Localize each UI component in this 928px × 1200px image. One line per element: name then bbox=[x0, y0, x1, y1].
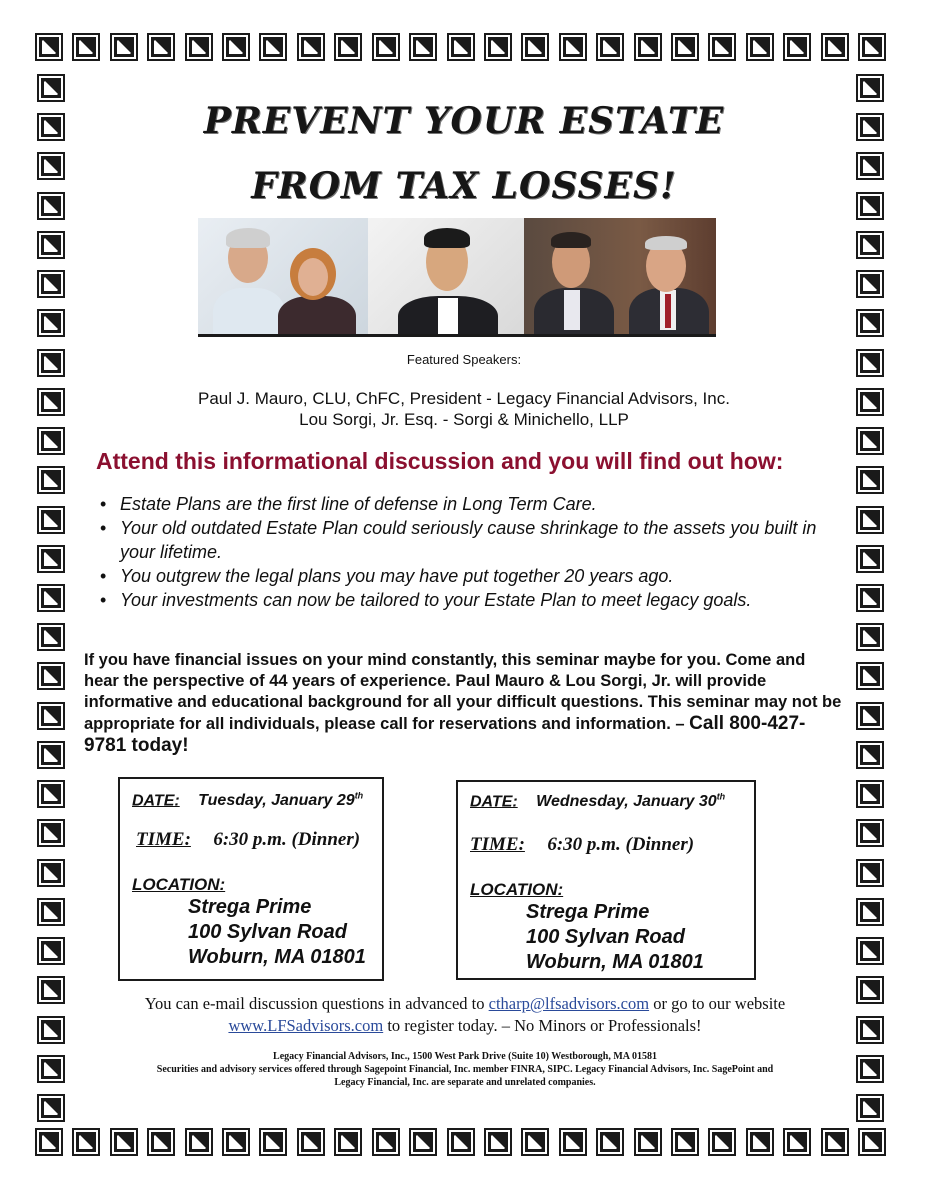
border-tile-icon bbox=[856, 466, 884, 494]
benefits-list bbox=[100, 492, 820, 612]
border-tile-icon bbox=[37, 741, 65, 769]
disclaimer-line: Legacy Financial Advisors, Inc., 1500 West Park Drive (Suite 10) Westborough, MA 01581 bbox=[273, 1051, 657, 1062]
website-link[interactable]: www.LFSadvisors.com bbox=[228, 1016, 384, 1035]
border-tile-icon bbox=[110, 1128, 138, 1156]
border-tile-icon bbox=[856, 231, 884, 259]
border-tile-icon bbox=[856, 584, 884, 612]
border-tile-icon bbox=[37, 270, 65, 298]
border-tile-icon bbox=[185, 1128, 213, 1156]
border-tile-icon bbox=[35, 1128, 63, 1156]
event-box-1 bbox=[118, 777, 384, 981]
border-tile-icon bbox=[856, 506, 884, 534]
border-tile-icon bbox=[37, 545, 65, 573]
time-label: TIME: bbox=[136, 829, 191, 850]
border-tile-icon bbox=[37, 819, 65, 847]
flyer-title-line-2: FROM TAX LOSSES! bbox=[251, 165, 677, 207]
border-tile-icon bbox=[484, 33, 512, 61]
venue-city: Woburn, MA 01801 bbox=[526, 951, 704, 973]
border-tile-icon bbox=[259, 1128, 287, 1156]
border-tile-icon bbox=[110, 33, 138, 61]
border-tile-icon bbox=[147, 1128, 175, 1156]
border-tile-icon bbox=[37, 506, 65, 534]
event-date: Tuesday, January 29th bbox=[198, 791, 364, 810]
border-tile-icon bbox=[856, 623, 884, 651]
border-tile-icon bbox=[37, 1094, 65, 1122]
border-tile-icon bbox=[856, 937, 884, 965]
list-item: • Your old outdated Estate Plan could seriously cause shrinkage to the assets you built in your lifetime. bbox=[100, 516, 820, 564]
border-tile-icon bbox=[821, 1128, 849, 1156]
list-item: • Your investments can now be tailored to your Estate Plan to meet legacy goals. bbox=[100, 588, 820, 612]
border-tile-icon bbox=[856, 819, 884, 847]
border-tile-icon bbox=[72, 33, 100, 61]
border-tile-icon bbox=[783, 1128, 811, 1156]
border-tile-icon bbox=[858, 1128, 886, 1156]
border-tile-icon bbox=[596, 33, 624, 61]
border-tile-icon bbox=[37, 427, 65, 455]
description-text: If you have financial issues on your mind constantly, this seminar maybe for you. Come and hear the perspective of 44 years of experience. Paul Mauro & Lou Sorgi, Jr. will provide informative and educational background for all your difficult questions. This seminar may not be appropriate for all individuals, please call for reservations and information. – bbox=[84, 651, 842, 733]
border-tile-icon bbox=[783, 33, 811, 61]
border-tile-icon bbox=[856, 427, 884, 455]
border-tile-icon bbox=[37, 231, 65, 259]
border-tile-icon bbox=[521, 33, 549, 61]
border-tile-icon bbox=[856, 741, 884, 769]
border-tile-icon bbox=[521, 1128, 549, 1156]
speaker-1: Paul J. Mauro, CLU, ChFC, President - Legacy Financial Advisors, Inc. bbox=[198, 389, 730, 408]
border-tile-icon bbox=[409, 33, 437, 61]
border-tile-icon bbox=[259, 33, 287, 61]
speakers-photo-2 bbox=[368, 218, 524, 334]
venue-street: 100 Sylvan Road bbox=[188, 921, 347, 943]
list-item: • You outgrew the legal plans you may have put together 20 years ago. bbox=[100, 564, 820, 588]
border-tile-icon bbox=[222, 1128, 250, 1156]
email-link[interactable]: ctharp@lfsadvisors.com bbox=[488, 994, 650, 1013]
venue-name: Strega Prime bbox=[188, 896, 312, 918]
seminar-description bbox=[84, 650, 844, 757]
border-tile-icon bbox=[856, 270, 884, 298]
border-tile-icon bbox=[72, 1128, 100, 1156]
border-tile-icon bbox=[856, 780, 884, 808]
border-tile-icon bbox=[37, 780, 65, 808]
border-tile-icon bbox=[37, 898, 65, 926]
border-tile-icon bbox=[856, 662, 884, 690]
border-tile-icon bbox=[35, 33, 63, 61]
border-tile-icon bbox=[596, 1128, 624, 1156]
border-tile-icon bbox=[37, 309, 65, 337]
border-tile-icon bbox=[671, 33, 699, 61]
speakers-photo-strip bbox=[198, 218, 716, 337]
list-item: • Estate Plans are the first line of defense in Long Term Care. bbox=[100, 492, 820, 516]
border-tile-icon bbox=[409, 1128, 437, 1156]
border-tile-icon bbox=[334, 33, 362, 61]
border-tile-icon bbox=[858, 33, 886, 61]
venue-street: 100 Sylvan Road bbox=[526, 926, 685, 948]
border-tile-icon bbox=[334, 1128, 362, 1156]
border-tile-icon bbox=[372, 1128, 400, 1156]
event-date: Wednesday, January 30th bbox=[536, 792, 726, 811]
call-to-action: Call 800-427-9781 today! bbox=[84, 713, 806, 756]
flyer-title-line-1: PREVENT YOUR ESTATE bbox=[203, 100, 725, 142]
event-time: 6:30 p.m. (Dinner) bbox=[213, 829, 361, 850]
contact-info bbox=[60, 993, 870, 1037]
border-tile-icon bbox=[856, 859, 884, 887]
date-label: DATE: bbox=[470, 793, 518, 811]
border-tile-icon bbox=[746, 33, 774, 61]
location-label: LOCATION: bbox=[470, 880, 564, 899]
border-tile-icon bbox=[856, 898, 884, 926]
border-tile-icon bbox=[746, 1128, 774, 1156]
border-tile-icon bbox=[447, 1128, 475, 1156]
border-tile-icon bbox=[37, 937, 65, 965]
date-label: DATE: bbox=[132, 792, 180, 810]
border-tile-icon bbox=[37, 74, 65, 102]
border-tile-icon bbox=[821, 33, 849, 61]
border-tile-icon bbox=[559, 1128, 587, 1156]
discussion-headline: Attend this informational discussion and you will find out how: bbox=[96, 448, 784, 474]
speakers-photo-1 bbox=[198, 218, 368, 334]
border-tile-icon bbox=[37, 859, 65, 887]
border-tile-icon bbox=[634, 1128, 662, 1156]
border-tile-icon bbox=[671, 1128, 699, 1156]
border-tile-icon bbox=[447, 33, 475, 61]
border-tile-icon bbox=[708, 33, 736, 61]
border-tile-icon bbox=[634, 33, 662, 61]
time-label: TIME: bbox=[470, 834, 525, 855]
border-tile-icon bbox=[856, 1094, 884, 1122]
border-tile-icon bbox=[147, 33, 175, 61]
featured-speakers-label: Featured Speakers: bbox=[406, 352, 522, 367]
disclaimer-line: Legacy Financial, Inc. are separate and unrelated companies. bbox=[334, 1077, 596, 1088]
event-time: 6:30 p.m. (Dinner) bbox=[547, 834, 695, 855]
border-tile-icon bbox=[185, 33, 213, 61]
venue-city: Woburn, MA 01801 bbox=[188, 946, 366, 968]
border-tile-icon bbox=[37, 584, 65, 612]
contact-text: You can e-mail discussion questions in advanced to bbox=[144, 994, 489, 1013]
border-tile-icon bbox=[297, 1128, 325, 1156]
border-tile-icon bbox=[856, 545, 884, 573]
border-tile-icon bbox=[37, 466, 65, 494]
border-tile-icon bbox=[222, 33, 250, 61]
border-tile-icon bbox=[297, 33, 325, 61]
border-tile-icon bbox=[856, 702, 884, 730]
event-box-2 bbox=[456, 780, 756, 980]
disclaimer bbox=[60, 1050, 870, 1089]
speaker-2: Lou Sorgi, Jr. Esq. - Sorgi & Minichello, LLP bbox=[299, 410, 629, 429]
border-tile-icon bbox=[856, 74, 884, 102]
border-tile-icon bbox=[37, 702, 65, 730]
contact-text: or go to our website bbox=[649, 994, 786, 1013]
border-tile-icon bbox=[559, 33, 587, 61]
contact-text: to register today. – No Minors or Professionals! bbox=[383, 1016, 702, 1035]
border-tile-icon bbox=[37, 623, 65, 651]
disclaimer-line: Securities and advisory services offered through Sagepoint Financial, Inc. member FINRA, SIPC. Legacy Financial Advisors, Inc. SagePoint and bbox=[156, 1064, 774, 1075]
venue-name: Strega Prime bbox=[526, 901, 650, 923]
border-tile-icon bbox=[37, 662, 65, 690]
speakers-photo-3 bbox=[524, 218, 716, 334]
border-tile-icon bbox=[856, 309, 884, 337]
border-tile-icon bbox=[484, 1128, 512, 1156]
location-label: LOCATION: bbox=[132, 875, 226, 894]
border-tile-icon bbox=[372, 33, 400, 61]
border-tile-icon bbox=[708, 1128, 736, 1156]
